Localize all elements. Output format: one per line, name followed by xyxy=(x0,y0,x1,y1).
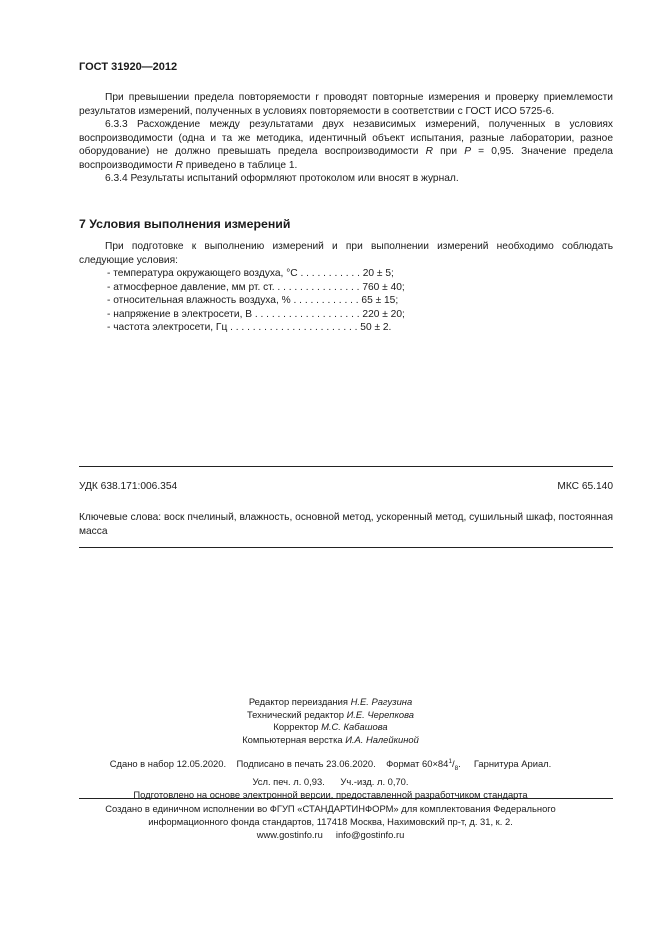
publisher-line-2: информационного фонда стандартов, 117418 Москва, Нахимовский пр-т, д. 31, к. 2. xyxy=(148,815,513,827)
paragraph-6-3-4: 6.3.4 Результаты испытаний оформляют протоколом или вносят в журнал. xyxy=(105,173,459,184)
credit-corrector: Корректор М.С. Кабашова xyxy=(273,721,388,733)
condition-pressure: - атмосферное давление, мм рт. ст. . . . . . . . . . . . . . . . 760 ± 40; xyxy=(107,281,405,293)
divider-top xyxy=(79,466,613,467)
condition-voltage: - напряжение в электросети, В . . . . . . . . . . . . . . . . . . . 220 ± 20; xyxy=(107,308,405,320)
conditions-list xyxy=(107,267,405,335)
imprint-line-2: Усл. печ. л. 0,93. Уч.-изд. л. 0,70. xyxy=(252,775,409,787)
condition-humidity: - относительная влажность воздуха, % . . . . . . . . . . . . 65 ± 15; xyxy=(107,295,399,307)
imprint-line-3: Подготовлено на основе электронной версии, предоставленной разработчиком стандарта xyxy=(133,788,528,800)
keywords: Ключевые слова: воск пчелиный, влажность, основной метод, ускоренный метод, сушильный шкаф, постоянная масса xyxy=(79,512,613,537)
condition-temperature: - температура окружающего воздуха, °С . . . . . . . . . . . 20 ± 5; xyxy=(107,268,394,279)
publisher-block xyxy=(0,803,661,842)
publisher-links: www.gostinfo.ru info@gostinfo.ru xyxy=(256,828,405,840)
divider-publisher xyxy=(79,798,613,799)
credit-layout: Компьютерная верстка И.А. Налейкиной xyxy=(242,734,419,746)
publisher-line-1: Создано в единичном исполнении во ФГУП «СТАНДАРТИНФОРМ» для комплектования Федерального xyxy=(105,803,556,814)
divider-bottom xyxy=(79,547,613,548)
condition-frequency: - частота электросети, Гц . . . . . . . . . . . . . . . . . . . . . . . 50 ± 2. xyxy=(107,322,392,334)
section-7-title: 7 Условия выполнения измерений xyxy=(79,217,291,231)
imprint-block xyxy=(0,756,661,802)
imprint-line-1: Сдано в набор 12.05.2020. Подписано в печать 23.06.2020. Формат $60\times 84^1/_8$. Гарнитура Ариал. xyxy=(109,758,552,772)
paragraph-repeatability: При превышении предела повторяемости r проводят повторные измерения и проверку приемлемости результатов измерений, полученных в условиях повторяемости в соответствии с ГОСТ ИСО 5725-6. xyxy=(79,92,613,117)
credits-block xyxy=(0,696,661,747)
udk-code: УДК 638.171:006.354 xyxy=(79,481,178,492)
credit-editor: Редактор переиздания Н.Е. Рагузина xyxy=(248,696,413,707)
section-7-intro: При подготовке к выполнению измерений и при выполнении измерений необходимо соблюдать следующие условия: xyxy=(79,241,613,266)
document-header: ГОСТ 31920—2012 xyxy=(79,61,178,73)
mks-code: МКС 65.140 xyxy=(557,481,613,492)
paragraph-6-3-3: 6.3.3 Расхождение между результатами двух независимых измерений, полученных в условиях воспроизводимости (одна и та же методика, идентичный объект испытания, разные лаборатории, разное оборудование) не должно превышать предела воспроизводимости R при P = 0,95. Значение предела воспроизводимости R приведено в таблице 1. xyxy=(79,119,613,171)
text-block-6-3 xyxy=(79,91,613,186)
credit-tech-editor: Технический редактор И.Е. Черепкова xyxy=(246,708,415,720)
